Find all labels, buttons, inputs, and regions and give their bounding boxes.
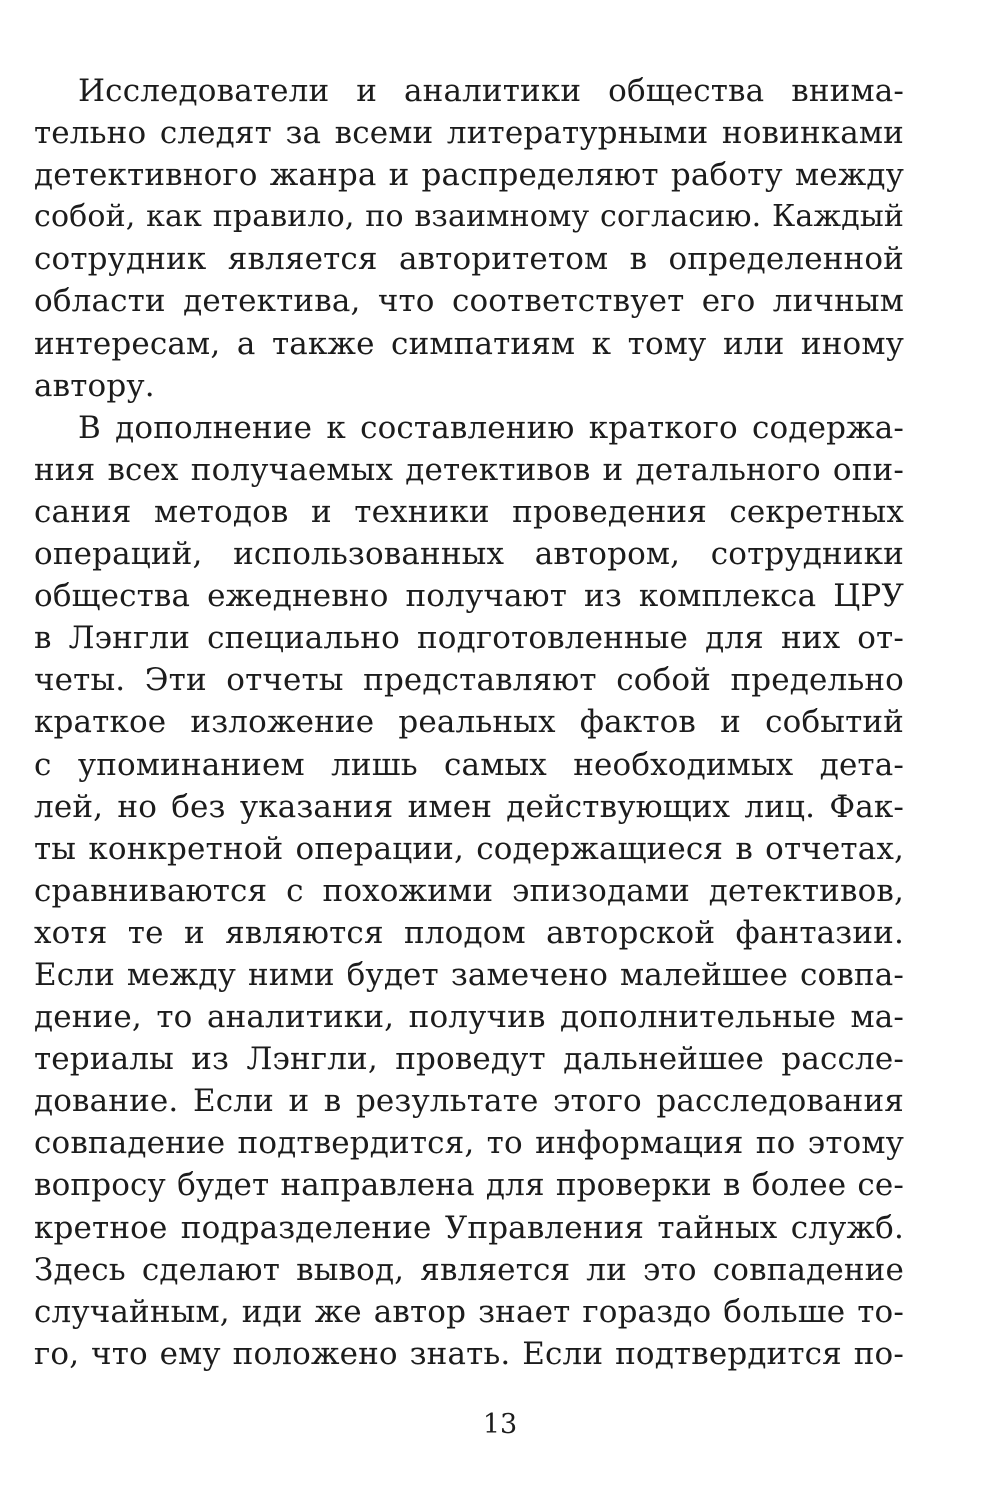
text-line: области детектива, что соответствует его личным xyxy=(34,283,904,320)
text-line: сания методов и техники проведения секретных xyxy=(34,493,904,530)
text-line: В дополнение к составлению краткого содержа- xyxy=(78,409,904,446)
text-line: сравниваются с похожими эпизодами детективов, xyxy=(34,872,904,909)
text-line: Исследователи и аналитики общества внима- xyxy=(78,73,904,109)
text-line: кретное подразделение Управления тайных служб. xyxy=(34,1209,904,1246)
text-line: териалы из Лэнгли, проведут дальнейшее рассле- xyxy=(34,1041,904,1078)
text-line: го, что ему положено знать. Если подтвердится по- xyxy=(34,1335,904,1372)
text-line: операций, использованных автором, сотрудники xyxy=(34,536,904,573)
text-line: в Лэнгли специально подготовленные для них от- xyxy=(34,620,904,657)
text-line: дование. Если и в результате этого расследования xyxy=(34,1083,904,1120)
text-line: хотя те и являются плодом авторской фантазии. xyxy=(34,914,904,951)
text-line: автору. xyxy=(34,367,155,404)
text-line: ты конкретной операции, содержащиеся в отчетах, xyxy=(34,830,904,867)
text-line: лей, но без указания имен действующих лиц. Фак- xyxy=(34,788,904,825)
text-line: собой, как правило, по взаимному согласию. Каждый xyxy=(34,199,904,235)
text-line: ния всех получаемых детективов и детального опи- xyxy=(34,451,904,488)
text-line: интересам, а также симпатиям к тому или иному xyxy=(34,325,904,362)
text-line: Если между ними будет замечено малейшее совпа- xyxy=(34,956,904,993)
text-line: Здесь сделают вывод, является ли это совпадение xyxy=(34,1251,904,1288)
text-line: совпадение подтвердится, то информация по этому xyxy=(34,1125,904,1162)
body-text xyxy=(34,70,904,1375)
text-line: случайным, иди же автор знает гораздо больше то- xyxy=(34,1293,904,1330)
text-line: тельно следят за всеми литературными новинками xyxy=(34,115,904,152)
text-line: с упоминанием лишь самых необходимых дета- xyxy=(34,746,904,783)
text-line: вопросу будет направлена для проверки в более се- xyxy=(34,1167,904,1204)
text-line: четы. Эти отчеты представляют собой предельно xyxy=(34,662,904,699)
text-line: сотрудник является авторитетом в определенной xyxy=(34,241,904,278)
text-line: краткое изложение реальных фактов и событий xyxy=(34,704,904,741)
page-number: 13 xyxy=(482,1409,518,1440)
text-line: общества ежедневно получают из комплекса ЦРУ xyxy=(34,578,904,615)
text-line: дение, то аналитики, получив дополнительные ма- xyxy=(34,999,904,1036)
text-line: детективного жанра и распределяют работу между xyxy=(34,157,904,194)
